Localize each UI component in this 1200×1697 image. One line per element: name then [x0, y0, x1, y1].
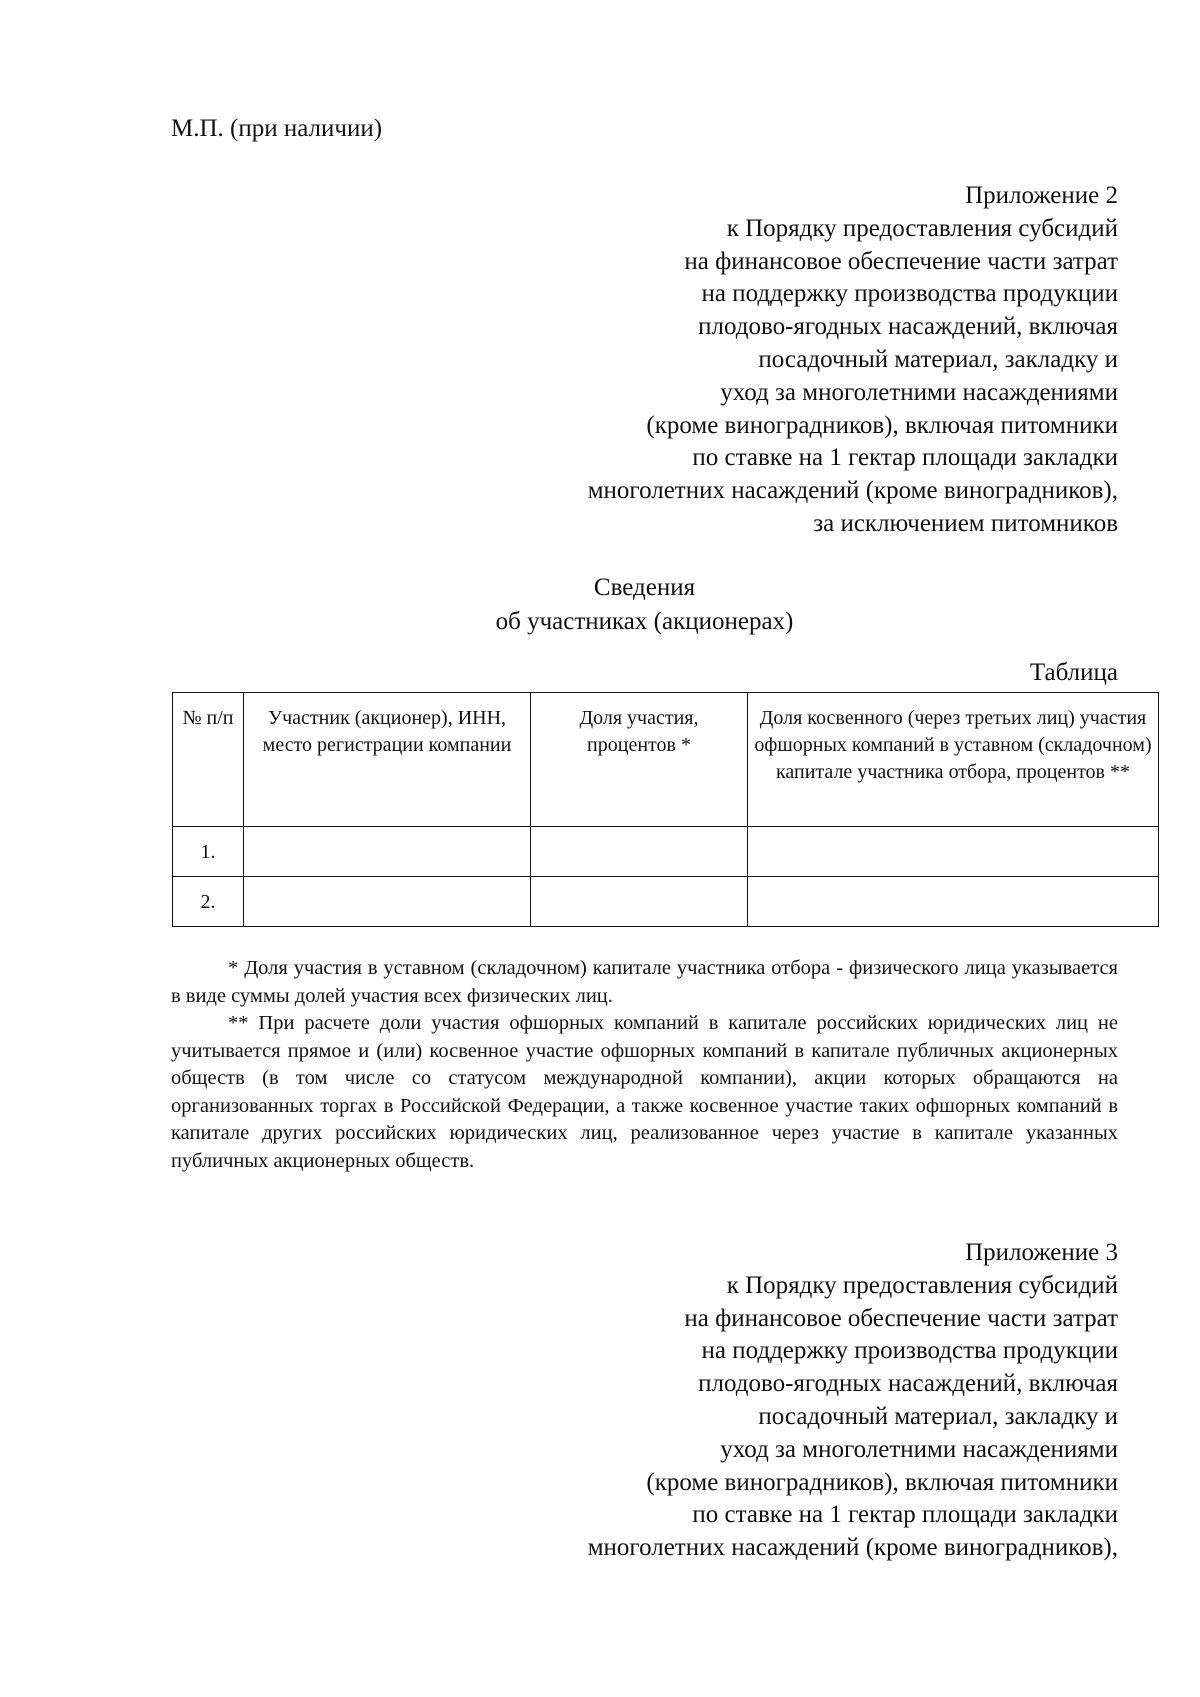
seal-note: М.П. (при наличии) — [171, 115, 383, 142]
appendix-2-line: по ставке на 1 гектар площади закладки — [692, 444, 1118, 472]
table-cell — [531, 877, 748, 927]
table-cell — [244, 827, 531, 877]
appendix-3-line: многолетних насаждений (кроме виноградников), — [587, 1534, 1118, 1562]
appendix-3-line: посадочный материал, закладку и — [758, 1402, 1118, 1430]
heading-subtitle: об участниках (акционерах) — [495, 608, 794, 635]
appendix-2-line: (кроме виноградников), включая питомники — [646, 411, 1118, 439]
table-cell — [531, 827, 748, 877]
footnote-2: ** При расчете доли участия офшорных компаний в капитале российских юридических лиц не учитывается прямое и (или) косвенное участие офшорных компаний в капитале публичных акционерных обществ (в том числе со статусом международной компании), акции которых обращаются на организованных торгах в Российской Федерации, а также косвенное участие таких офшорных компаний в капитале других российских юридических лиц, реализованное через участие в капитале указанных публичных акционерных обществ. — [171, 1012, 1118, 1172]
header-offshore-share: Доля косвенного (через третьих лиц) участия офшорных компаний в уставном (складочном) капитале участника отбора, процентов ** — [748, 693, 1159, 827]
header-number: № п/п — [173, 693, 244, 827]
document-heading — [171, 571, 1118, 639]
footnotes — [171, 955, 1118, 1175]
header-share: Доля участия, процентов * — [531, 693, 748, 827]
heading-title: Сведения — [593, 574, 696, 601]
appendix-2-line: на поддержку производства продукции — [701, 280, 1118, 308]
table-caption: Таблица — [1029, 659, 1118, 686]
appendix-2-line: посадочный материал, закладку и — [758, 345, 1118, 373]
appendix-3-header — [400, 1237, 1118, 1565]
table-cell: 2. — [173, 877, 244, 927]
appendix-2-line: за исключением питомников — [813, 509, 1118, 537]
appendix-2-line: многолетних насаждений (кроме виноградников), — [587, 477, 1118, 505]
appendix-2-line: на финансовое обеспечение части затрат — [684, 247, 1118, 275]
table-cell: 1. — [173, 827, 244, 877]
table-cell — [748, 877, 1159, 927]
appendix-3-title: Приложение 3 — [965, 1239, 1118, 1266]
appendix-3-line: плодово-ягодных насаждений, включая — [698, 1370, 1118, 1398]
appendix-3-line: к Порядку предоставления субсидий — [726, 1271, 1118, 1299]
appendix-2-line: плодово-ягодных насаждений, включая — [698, 313, 1118, 341]
appendix-2-header — [400, 180, 1118, 541]
table-row — [173, 827, 1159, 877]
appendix-2-line: уход за многолетними насаждениями — [720, 378, 1118, 406]
table-cell — [748, 827, 1159, 877]
footnote-1: * Доля участия в уставном (складочном) капитале участника отбора - физического лица указывается в виде суммы долей участия всех физических лиц. — [171, 957, 1118, 1007]
table-cell — [244, 877, 531, 927]
appendix-3-line: на финансовое обеспечение части затрат — [684, 1304, 1118, 1332]
participants-table — [172, 692, 1159, 927]
appendix-3-line: на поддержку производства продукции — [701, 1337, 1118, 1365]
table-row — [173, 877, 1159, 927]
header-participant: Участник (акционер), ИНН, место регистрации компании — [244, 693, 531, 827]
appendix-3-line: уход за многолетними насаждениями — [720, 1435, 1118, 1463]
table-header-row — [173, 693, 1159, 827]
appendix-3-line: по ставке на 1 гектар площади закладки — [692, 1501, 1118, 1529]
appendix-2-line: к Порядку предоставления субсидий — [726, 214, 1118, 242]
appendix-2-title: Приложение 2 — [965, 182, 1118, 209]
appendix-3-line: (кроме виноградников), включая питомники — [646, 1468, 1118, 1496]
